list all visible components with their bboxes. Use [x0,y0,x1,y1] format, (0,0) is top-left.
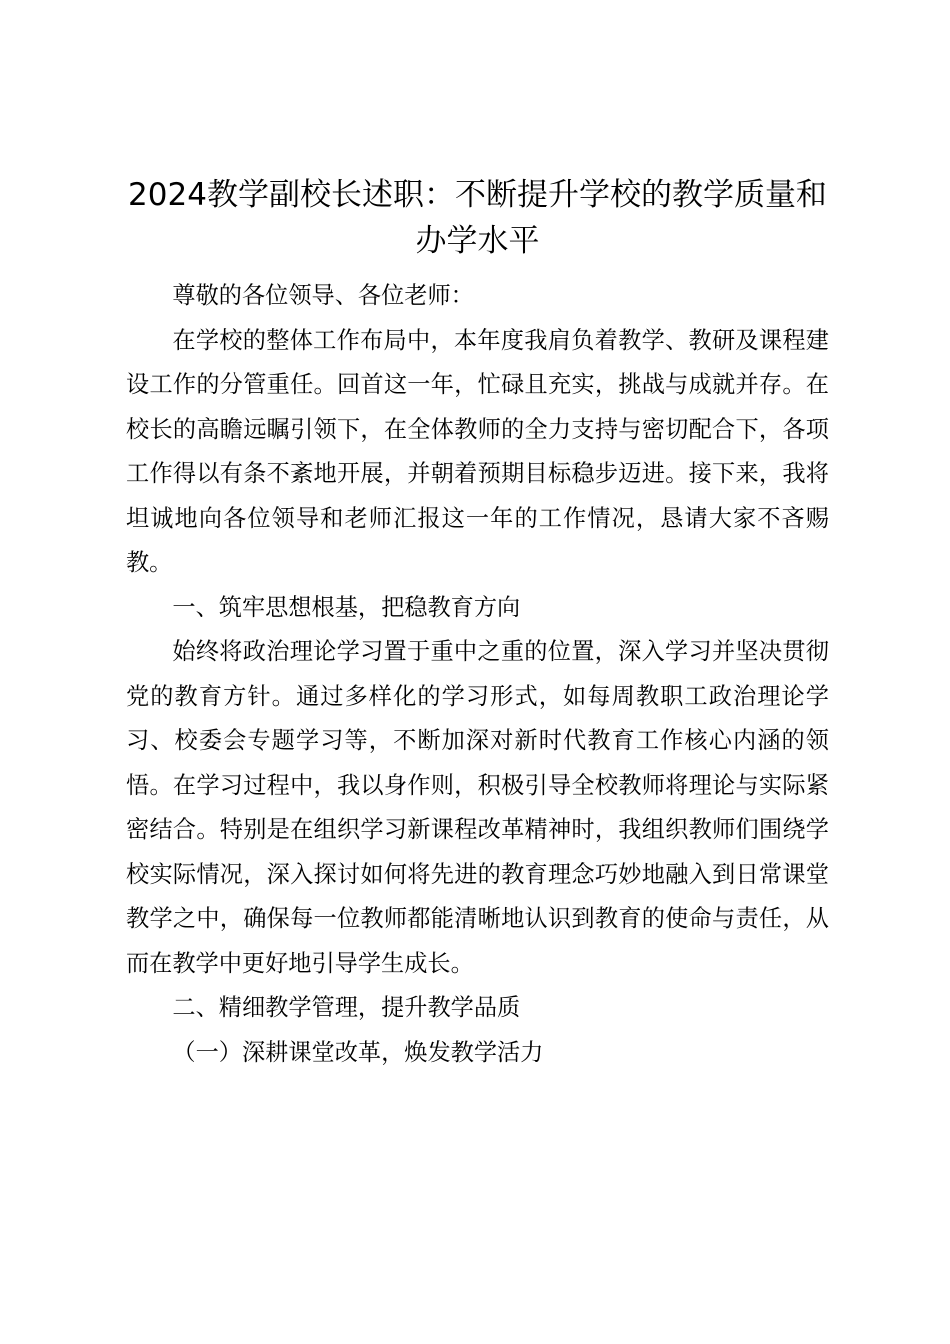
document-title: 2024教学副校长述职：不断提升学校的教学质量和办学水平 [128,177,827,259]
subsection-heading-2-1: （一）深耕课堂改革，焕发教学活力 [172,1038,544,1066]
paragraph-section-1: 始终将政治理论学习置于重中之重的位置，深入学习并坚决贯彻党的教育方针。通过多样化的学习形式，如每周教职工政治理论学习、校委会专题学习等，不断加深对新时代教育工作核心内涵的领悟。在学习过程中，我以身作则，积极引导全校教师将理论与实际紧密结合。特别是在组织学习新课程改革精神时，我组织教师们围绕学校实际情况，深入探讨如何将先进的教育理念巧妙地融入到日常课堂教学之中，确保每一位教师都能清晰地认识到教育的使命与责任，从而在教学中更好地引导学生成长。 [126,638,829,977]
salutation: 尊敬的各位领导、各位老师： [172,282,474,309]
section-heading-1: 一、筑牢思想根基，把稳教育方向 [172,593,521,621]
paragraph-intro: 在学校的整体工作布局中，本年度我肩负着教学、教研及课程建设工作的分管重任。回首这一年，忙碌且充实，挑战与成就并存。在校长的高瞻远瞩引领下，在全体教师的全力支持与密切配合下，各项工作得以有条不紊地开展，并朝着预期目标稳步迈进。接下来，我将坦诚地向各位领导和老师汇报这一年的工作情况，恳请大家不吝赐教。 [126,326,829,576]
section-heading-2: 二、精细教学管理，提升教学品质 [172,994,521,1021]
